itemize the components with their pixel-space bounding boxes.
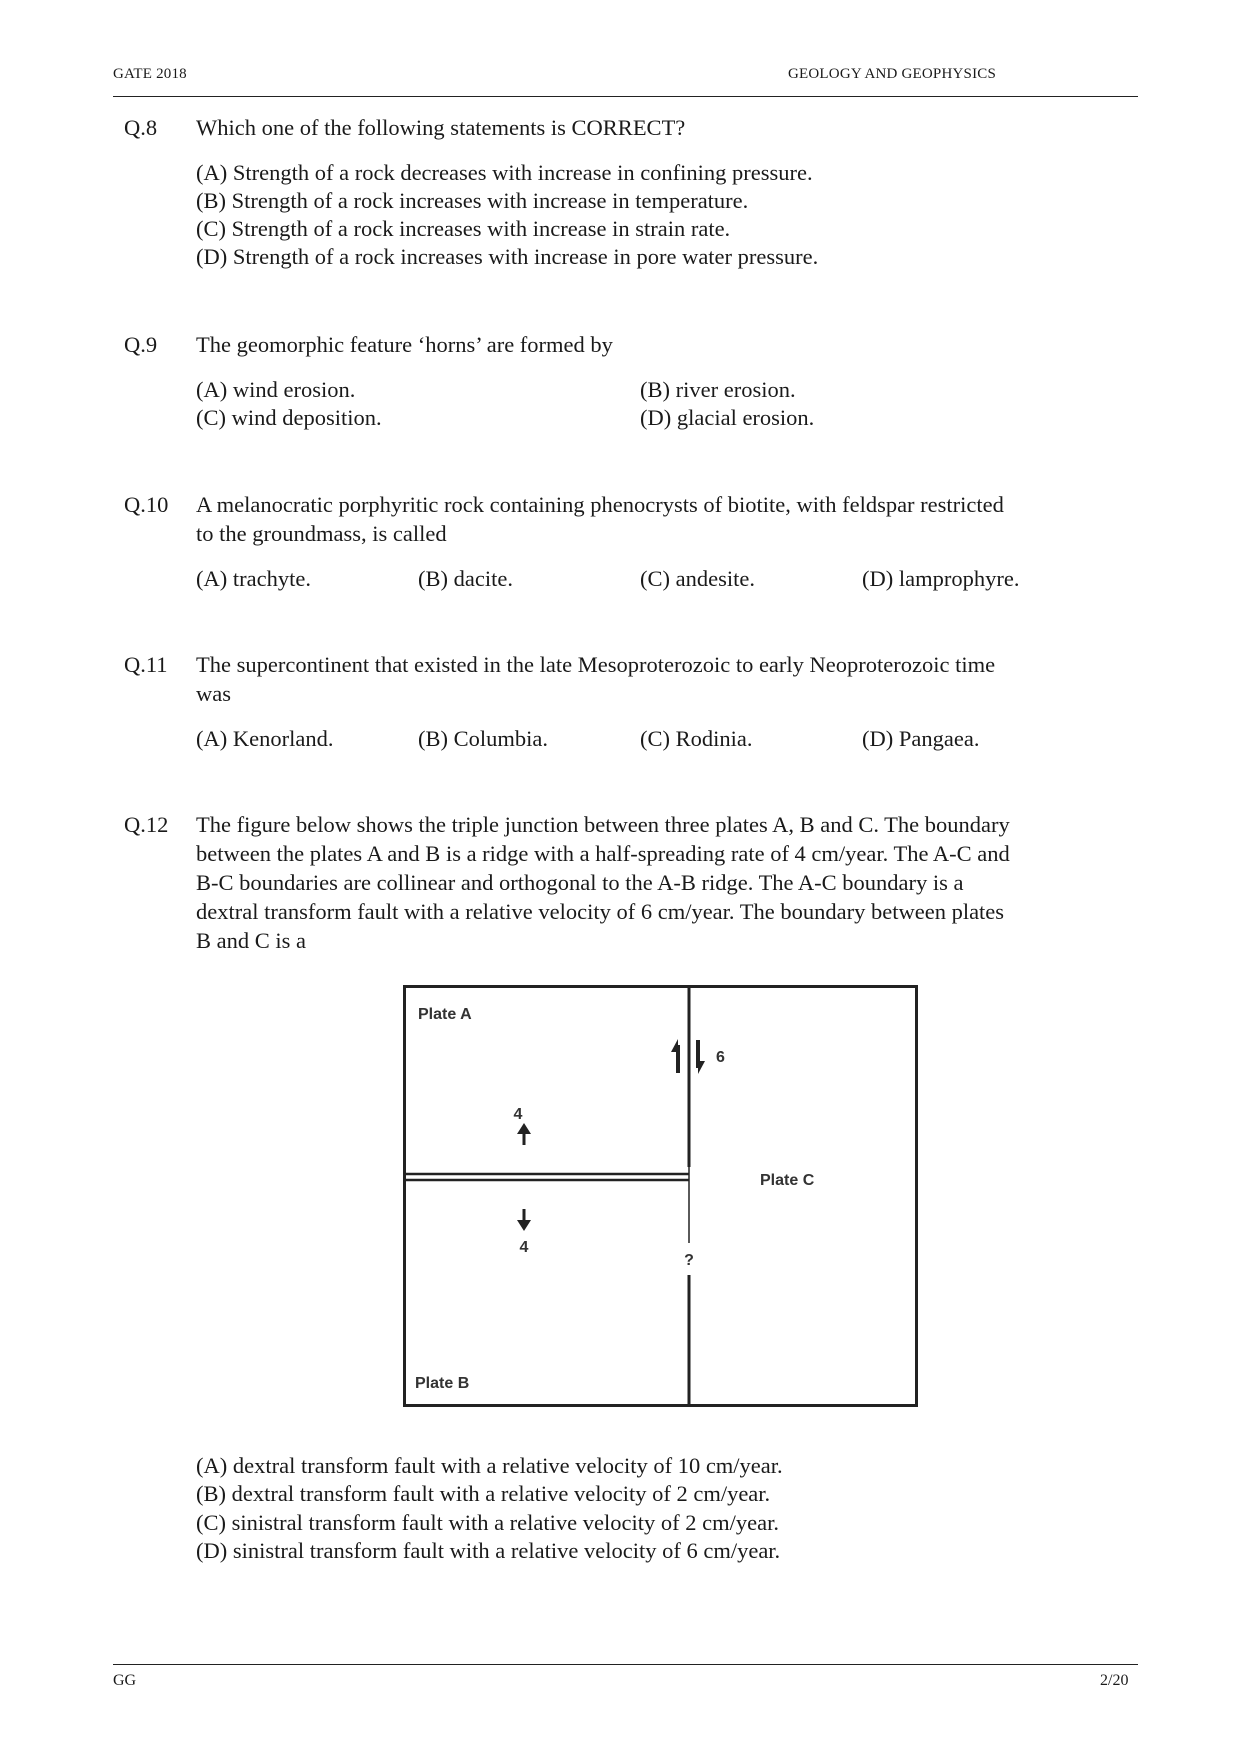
- q12-option-b: (B) dextral transform fault with a relative velocity of 2 cm/year.: [196, 1481, 771, 1506]
- transform-rate-label: 6: [716, 1049, 725, 1066]
- question-text-line: The supercontinent that existed in the late Mesoproterozoic to early Neoproterozoic time: [196, 652, 996, 677]
- plate-a-label: Plate A: [418, 1006, 472, 1023]
- q8-option-b: (B) Strength of a rock increases with increase in temperature.: [196, 188, 749, 213]
- question-number: Q.8: [124, 115, 158, 140]
- footer-paper-code: GG: [113, 1672, 137, 1689]
- q10-option-b: (B) dacite.: [418, 566, 513, 591]
- q11-option-d: (D) Pangaea.: [862, 726, 980, 751]
- q9-option-c: (C) wind deposition.: [196, 405, 382, 430]
- q8-option-c: (C) Strength of a rock increases with increase in strain rate.: [196, 216, 731, 241]
- question-text: Which one of the following statements is CORRECT?: [196, 115, 686, 140]
- footer-rule: [113, 1664, 1138, 1665]
- q11-option-a: (A) Kenorland.: [196, 726, 334, 751]
- q10-option-a: (A) trachyte.: [196, 566, 311, 591]
- question-text: [196, 810, 1126, 955]
- question-text-line: was: [196, 681, 231, 706]
- q9-option-d: (D) glacial erosion.: [640, 405, 815, 430]
- arrow-up-icon: [517, 1123, 531, 1145]
- question-number: Q.12: [124, 812, 169, 837]
- question-text-line: The figure below shows the triple junction between three plates A, B and C. The boundary: [196, 812, 1010, 837]
- plate-b-label: Plate B: [415, 1375, 470, 1392]
- header-subject: GEOLOGY AND GEOPHYSICS: [788, 66, 997, 82]
- q12-option-a: (A) dextral transform fault with a relative velocity of 10 cm/year.: [196, 1453, 783, 1478]
- unknown-boundary-label: ?: [684, 1252, 694, 1269]
- plate-c-label: Plate C: [760, 1172, 815, 1189]
- q8-option-a: (A) Strength of a rock decreases with increase in confining pressure.: [196, 160, 813, 185]
- q12-option-c: (C) sinistral transform fault with a relative velocity of 2 cm/year.: [196, 1510, 779, 1535]
- spread-rate-down-label: 4: [519, 1239, 529, 1256]
- figure-border: [405, 987, 917, 1406]
- question-text-line: B-C boundaries are collinear and orthogonal to the A-B ridge. The A-C boundary is a: [196, 870, 964, 895]
- question-text: The geomorphic feature ‘horns’ are formed by: [196, 332, 613, 357]
- arrow-down-icon: [517, 1209, 531, 1231]
- q11-option-b: (B) Columbia.: [418, 726, 548, 751]
- question-text-line: between the plates A and B is a ridge with a half-spreading rate of 4 cm/year. The A-C and: [196, 841, 1010, 866]
- question-text-line: A melanocratic porphyritic rock containing phenocrysts of biotite, with feldspar restricted: [196, 492, 1004, 517]
- question-number: Q.9: [124, 332, 158, 357]
- question-text-line: to the groundmass, is called: [196, 521, 447, 546]
- question-number: Q.11: [124, 652, 168, 677]
- q11-option-c: (C) Rodinia.: [640, 726, 753, 751]
- question-text-line: dextral transform fault with a relative velocity of 6 cm/year. The boundary between plates: [196, 899, 1005, 924]
- header-exam-name: GATE 2018: [113, 66, 187, 82]
- header-rule: [113, 96, 1138, 97]
- question-number: Q.10: [124, 492, 169, 517]
- q10-option-d: (D) lamprophyre.: [862, 566, 1020, 591]
- question-text: [196, 490, 1126, 548]
- q9-option-a: (A) wind erosion.: [196, 377, 356, 402]
- question-text-line: B and C is a: [196, 928, 306, 953]
- q9-option-b: (B) river erosion.: [640, 377, 796, 402]
- question-text: [196, 650, 1126, 708]
- triple-junction-figure: [403, 985, 918, 1407]
- q12-option-d: (D) sinistral transform fault with a relative velocity of 6 cm/year.: [196, 1538, 781, 1563]
- page-number: 2/20: [1100, 1672, 1129, 1689]
- spread-rate-up-label: 4: [513, 1106, 523, 1123]
- q10-option-c: (C) andesite.: [640, 566, 755, 591]
- q8-option-d: (D) Strength of a rock increases with increase in pore water pressure.: [196, 244, 819, 269]
